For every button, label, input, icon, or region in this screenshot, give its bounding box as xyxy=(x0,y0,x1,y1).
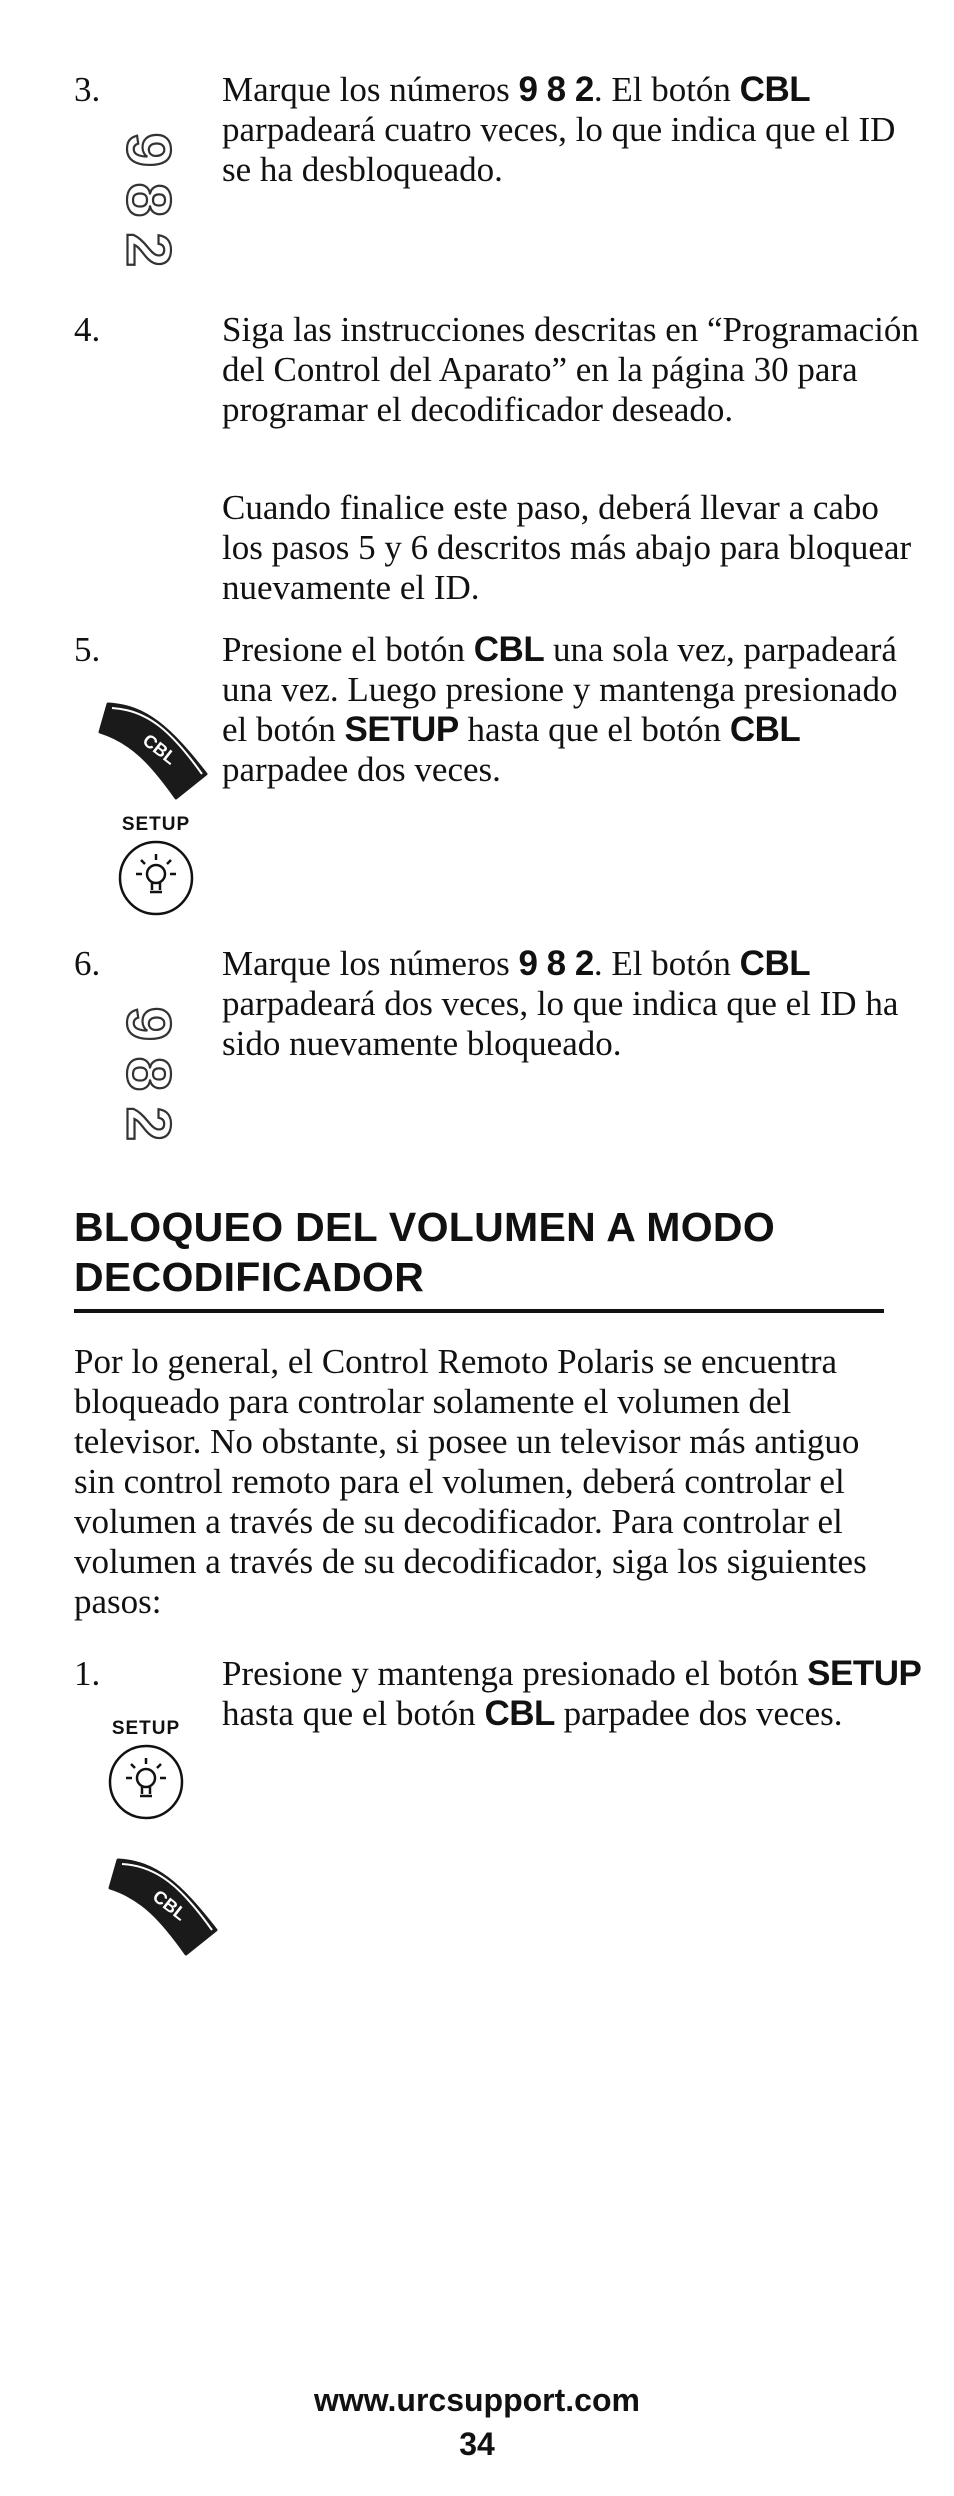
step-4-note: Cuando finalice este paso, deberá llevar a cabo los pasos 5 y 6 descritos más abajo para bloquear nuevamente el ID. xyxy=(222,488,912,607)
digits-982-icon xyxy=(110,120,186,280)
step-6-text: Marque los números 9 8 2. El botón CBL parpadeará dos veces, lo que indica que el ID ha sido nuevamente bloqueado. xyxy=(222,944,899,1063)
step-number-4: 4. xyxy=(74,310,101,349)
step-4-text: Siga las instrucciones descritas en “Programación del Control del Aparato” en la página 30 para programar el decodificador deseado. xyxy=(222,310,919,429)
step-5-text: Presione el botón CBL una sola vez, parpadeará una vez. Luego presione y mantenga presionado el botón SETUP hasta que el botón CBL parpadee dos veces. xyxy=(222,630,898,789)
digit-9: 9 xyxy=(113,1006,183,1042)
setup-button-icon xyxy=(98,1712,198,1824)
page-number: 34 xyxy=(459,2426,495,2462)
section-intro: Por lo general, el Control Remoto Polaris se encuentra bloqueado para controlar solamente el volumen del televisor. No obstante, si posee un televisor más antiguo sin control remoto para el volumen, deberá controlar el volumen a través de su decodificador. Para controlar el volumen a través de su decodificador, siga los siguientes pasos: xyxy=(74,1342,867,1621)
step-number-6: 6. xyxy=(74,944,101,983)
step-number-1: 1. xyxy=(74,1654,101,1693)
svg-text:CBL: CBL xyxy=(148,1886,191,1925)
digit-9: 9 xyxy=(113,132,183,168)
cbl-button-icon xyxy=(96,690,220,810)
step-number-5: 5. xyxy=(74,630,101,669)
section-heading: BLOQUEO DEL VOLUMEN A MODO DECODIFICADOR xyxy=(74,1204,776,1300)
digits-982-icon xyxy=(110,994,186,1154)
heading-rule xyxy=(74,1309,884,1313)
step-1-text: Presione y mantenga presionado el botón SETUP hasta que el botón CBL parpadee dos veces. xyxy=(222,1654,922,1733)
digit-8: 8 xyxy=(113,1056,183,1092)
cbl-button-icon xyxy=(106,1846,230,1966)
step-number-3: 3. xyxy=(74,70,101,109)
setup-button-icon xyxy=(108,808,208,920)
step-3-text: Marque los números 9 8 2. El botón CBL parpadeará cuatro veces, lo que indica que el ID se ha desbloqueado. xyxy=(222,70,896,189)
svg-text:CBL: CBL xyxy=(138,730,181,769)
digit-8: 8 xyxy=(113,182,183,218)
digit-2: 2 xyxy=(113,1106,183,1142)
footer-url: www.urcsupport.com xyxy=(314,2382,640,2418)
digit-2: 2 xyxy=(113,232,183,268)
